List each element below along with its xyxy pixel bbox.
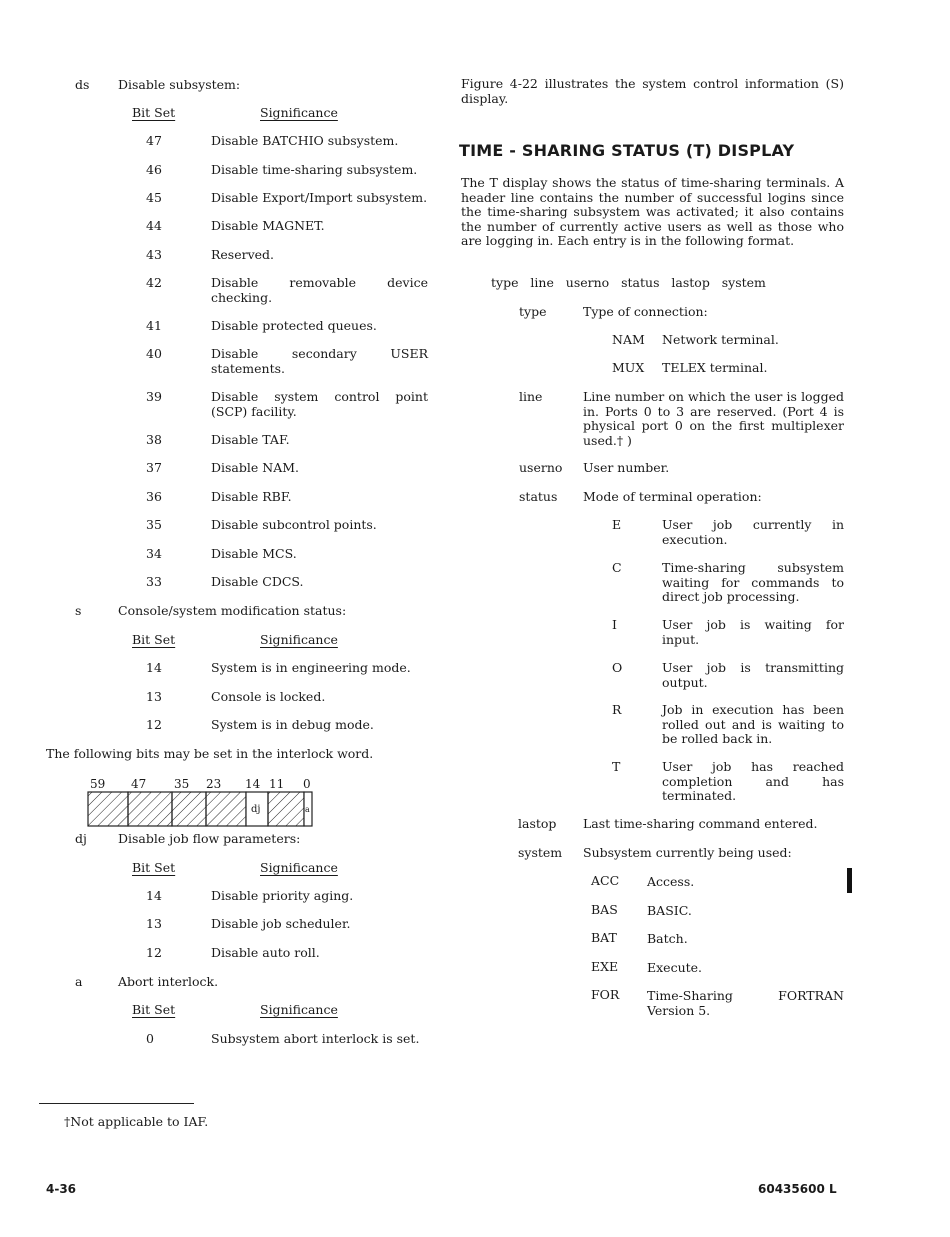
t-display-paragraph: The T display shows the status of time-sharing terminals. A header line contains the number of successful logins since the time-sharing subsystem was activated; it also contains the number of currently active users as well as those who are logging in. Each entry is in the following format.	[461, 175, 844, 248]
hatched-field-47-36	[128, 792, 172, 826]
ds-bit: 41	[146, 318, 162, 333]
ds-bit: 44	[146, 218, 162, 233]
dj-code: dj	[75, 831, 87, 846]
type-code: MUX	[612, 360, 645, 375]
ds-bit: 45	[146, 190, 162, 205]
system-meaning: Access.	[647, 874, 695, 889]
ds-bit: 46	[146, 162, 162, 177]
figure-reference: Figure 4-22 illustrates the system control information (S) display.	[461, 76, 844, 106]
ds-title: Disable subsystem:	[118, 77, 241, 92]
hatched-field-11-1	[268, 792, 304, 826]
line-description: Line number on which the user is logged in. Ports 0 to 3 are reserved. (Port 4 is physical port 0 on the first multiplexer used.† )	[583, 389, 844, 448]
bit-label-35: 35	[174, 777, 190, 791]
interlock-intro: The following bits may be set in the interlock word.	[46, 746, 374, 761]
system-code: BAS	[591, 902, 618, 917]
ds-significance: Reserved.	[211, 247, 275, 262]
system-meaning: Time-Sharing FORTRAN Version 5.	[647, 988, 844, 1018]
system-meaning: Batch.	[647, 931, 688, 946]
s-header-bit: Bit Set	[132, 632, 176, 647]
type-meaning: Network terminal.	[662, 332, 779, 347]
hatched-field-35-24	[172, 792, 206, 826]
ds-significance: Disable MAGNET.	[211, 218, 325, 233]
hatched-field-59-48	[88, 792, 128, 826]
s-header-significance: Significance	[260, 632, 338, 647]
term-lastop: lastop	[518, 816, 557, 831]
ds-significance: Disable BATCHIO subsystem.	[211, 133, 399, 148]
ds-bit: 38	[146, 432, 162, 447]
a-code: a	[75, 974, 83, 989]
dj-significance: Disable priority aging.	[211, 888, 354, 903]
bit-label-59: 59	[90, 777, 106, 791]
status-meaning: Job in execution has been rolled out and is waiting to be rolled back in.	[662, 702, 844, 746]
ds-bit: 34	[146, 546, 162, 561]
system-code: BAT	[591, 930, 617, 945]
dj-bit: 12	[146, 945, 162, 960]
status-code: T	[612, 759, 621, 774]
status-meaning: Time-sharing subsystem waiting for commands to direct job processing.	[662, 560, 844, 604]
bit-label-23: 23	[206, 777, 222, 791]
bit-label-11: 11	[269, 777, 285, 791]
system-code: EXE	[591, 959, 619, 974]
entry-format-line: type line userno status lastop system	[491, 275, 766, 290]
ds-significance: Disable TAF.	[211, 432, 290, 447]
system-meaning: BASIC.	[647, 903, 692, 918]
ds-significance: Disable NAM.	[211, 460, 299, 475]
s-significance: System is in engineering mode.	[211, 660, 411, 675]
dj-field-label: dj	[251, 804, 261, 815]
status-meaning: User job currently in execution.	[662, 517, 844, 547]
interlock-word-diagram	[80, 774, 320, 830]
ds-significance: Disable protected queues.	[211, 318, 377, 333]
s-significance: System is in debug mode.	[211, 717, 374, 732]
system-code: ACC	[591, 873, 620, 888]
dj-significance: Disable auto roll.	[211, 945, 320, 960]
ds-bit: 43	[146, 247, 162, 262]
system-code: FOR	[591, 987, 620, 1002]
term-type: type	[519, 304, 547, 319]
s-significance: Console is locked.	[211, 689, 326, 704]
status-meaning: User job has reached completion and has terminated.	[662, 759, 844, 803]
ds-significance: Disable subcontrol points.	[211, 517, 377, 532]
dj-header-significance: Significance	[260, 860, 338, 875]
s-code: s	[75, 603, 82, 618]
bit-label-47: 47	[131, 777, 147, 791]
status-code: E	[612, 517, 622, 532]
status-code: I	[612, 617, 617, 632]
ds-code: ds	[75, 77, 90, 92]
status-meaning: User job is transmitting output.	[662, 660, 844, 690]
ds-significance: Disable removable device checking.	[211, 275, 428, 305]
bit-label-0: 0	[303, 777, 311, 791]
dj-bit: 14	[146, 888, 162, 903]
ds-bit: 33	[146, 574, 162, 589]
ds-header-bit: Bit Set	[132, 105, 176, 120]
a-header-bit: Bit Set	[132, 1002, 176, 1017]
footnote: †Not applicable to IAF.	[64, 1114, 209, 1129]
dj-significance: Disable job scheduler.	[211, 916, 351, 931]
ds-bit: 35	[146, 517, 162, 532]
system-description: Subsystem currently being used:	[583, 845, 792, 860]
status-meaning: User job is waiting for input.	[662, 617, 844, 647]
status-code: R	[612, 702, 622, 717]
ds-significance: Disable Export/Import subsystem.	[211, 190, 428, 205]
ds-bit: 47	[146, 133, 162, 148]
s-bit: 13	[146, 689, 162, 704]
dj-title: Disable job flow parameters:	[118, 831, 301, 846]
lastop-description: Last time-sharing command entered.	[583, 816, 818, 831]
hatched-field-23-15	[206, 792, 246, 826]
ds-bit: 36	[146, 489, 162, 504]
a-bit: 0	[146, 1031, 154, 1046]
ds-significance: Disable CDCS.	[211, 574, 304, 589]
type-code: NAM	[612, 332, 645, 347]
term-system: system	[518, 845, 563, 860]
dj-bit: 13	[146, 916, 162, 931]
status-description: Mode of terminal operation:	[583, 489, 762, 504]
ds-bit: 37	[146, 460, 162, 475]
status-code: O	[612, 660, 623, 675]
userno-description: User number.	[583, 460, 670, 475]
footnote-rule	[39, 1103, 194, 1104]
ds-bit: 39	[146, 389, 162, 404]
ds-significance: Disable RBF.	[211, 489, 292, 504]
section-heading: TIME - SHARING STATUS (T) DISPLAY	[459, 141, 795, 160]
s-bit: 12	[146, 717, 162, 732]
s-title: Console/system modification status:	[118, 603, 347, 618]
term-userno: userno	[519, 460, 563, 475]
system-meaning: Execute.	[647, 960, 703, 975]
status-code: C	[612, 560, 622, 575]
s-bit: 14	[146, 660, 162, 675]
ds-bit: 40	[146, 346, 162, 361]
a-header-significance: Significance	[260, 1002, 338, 1017]
a-field-label: a	[305, 805, 310, 814]
term-line: line	[519, 389, 543, 404]
a-title: Abort interlock.	[118, 974, 219, 989]
ds-significance: Disable time-sharing subsystem.	[211, 162, 418, 177]
page-number: 4-36	[46, 1182, 77, 1196]
change-bar	[847, 868, 852, 893]
term-status: status	[519, 489, 558, 504]
ds-bit: 42	[146, 275, 162, 290]
ds-header-significance: Significance	[260, 105, 338, 120]
ds-significance: Disable MCS.	[211, 546, 297, 561]
document-number: 60435600 L	[758, 1182, 837, 1196]
a-significance: Subsystem abort interlock is set.	[211, 1031, 420, 1046]
type-description: Type of connection:	[583, 304, 708, 319]
dj-header-bit: Bit Set	[132, 860, 176, 875]
bit-label-14: 14	[245, 777, 261, 791]
type-meaning: TELEX terminal.	[662, 360, 768, 375]
ds-significance: Disable secondary USER statements.	[211, 346, 428, 376]
ds-significance: Disable system control point (SCP) facility.	[211, 389, 428, 419]
